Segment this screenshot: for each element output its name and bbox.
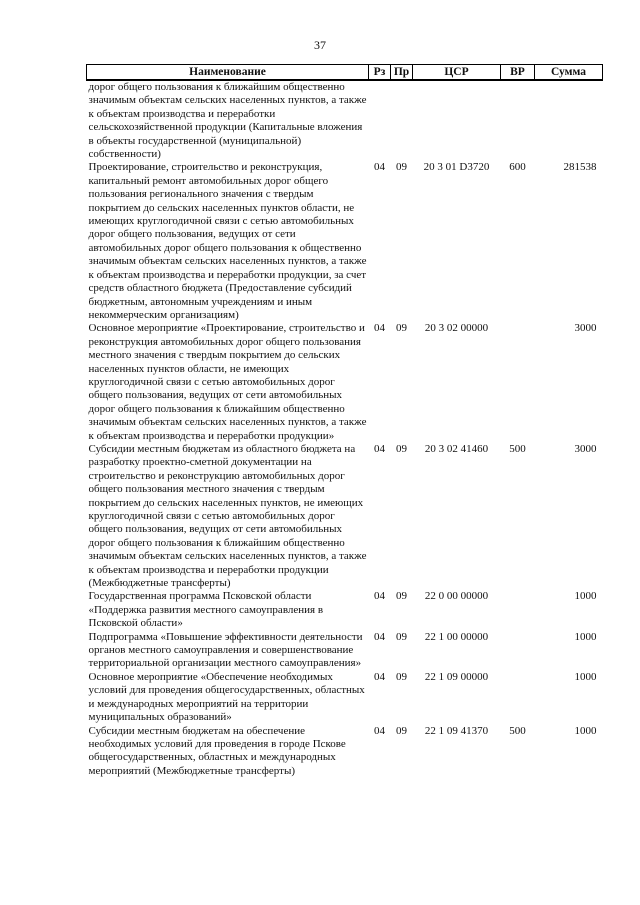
row-vr: 500 xyxy=(509,442,526,455)
row-name: Субсидии местным бюджетам на обеспечение необходимых условий для проведения в городе Пскове общегосударственных, областных и международных мероприятий (Межбюджетные трансферты) xyxy=(88,724,346,777)
row-name: Подпрограмма «Повышение эффективности деятельности органов местного самоуправления и совершенствование территориальной организации местного самоуправления» xyxy=(88,630,363,670)
row-pr: 09 xyxy=(396,630,407,643)
row-rz: 04 xyxy=(374,442,385,455)
row-name: Основное мероприятие «Обеспечение необходимых условий для проведения общегосударственных, областных и международных мероприятий на территории муниципальных образований» xyxy=(88,670,365,724)
row-sum: 3000 xyxy=(574,322,597,335)
row-vr xyxy=(501,631,535,671)
row-vr xyxy=(501,322,535,443)
row-rz: 04 xyxy=(374,322,385,335)
row-csr: 22 1 00 00000 xyxy=(424,630,489,643)
row-rz: 04 xyxy=(374,630,385,643)
header-rz: Рз xyxy=(369,65,391,81)
row-pr: 09 xyxy=(396,670,407,683)
header-vr: ВР xyxy=(501,65,535,81)
row-rz: 04 xyxy=(374,161,385,174)
row-sum: 1000 xyxy=(574,630,597,643)
row-pr: 09 xyxy=(396,442,407,455)
table-row xyxy=(87,725,603,779)
row-csr: 22 0 00 00000 xyxy=(424,590,489,603)
row-pr: 09 xyxy=(396,590,407,603)
table-header xyxy=(87,65,603,81)
row-csr: 22 1 09 41370 xyxy=(424,724,489,737)
row-csr xyxy=(413,80,501,161)
row-pr: 09 xyxy=(396,161,407,174)
row-name: дорог общего пользования к ближайшим общественно значимым объектам сельских населенных пунктов, а также к объектам производства и переработки сельскохозяйственной продукции (Капитальные вложения в объекты государственной (муниципальной) собственности) xyxy=(88,81,367,161)
row-name: Государственная программа Псковской области «Поддержка развития местного самоуправления в Псковской области» xyxy=(88,590,324,630)
page-number: 37 xyxy=(314,38,326,52)
table-row xyxy=(87,322,603,443)
row-vr xyxy=(501,671,535,725)
row-pr: 09 xyxy=(396,322,407,335)
row-pr: 09 xyxy=(396,724,407,737)
table-row xyxy=(87,443,603,590)
table-row xyxy=(87,161,603,322)
budget-table xyxy=(86,64,603,778)
row-rz: 04 xyxy=(374,724,385,737)
row-pr xyxy=(391,80,413,161)
row-sum: 281538 xyxy=(563,161,597,174)
table-row xyxy=(87,631,603,671)
row-vr: 600 xyxy=(509,161,526,174)
row-name: Основное мероприятие «Проектирование, строительство и реконструкция автомобильных дорог общего пользования местного значения с твердым покрытием до сельских населенных пунктов области, не имеющих круглогодичной связи с сетью автомобильных дорог общего пользования, ведущих от сети автомобильных дорог общего пользования к ближайшим общественно значимым объектам сельских населенных пунктов, а также к объектам производства и переработки продукции» xyxy=(88,322,367,442)
row-csr: 20 3 01 D3720 xyxy=(423,161,490,174)
row-sum: 1000 xyxy=(574,590,597,603)
row-sum: 3000 xyxy=(574,442,597,455)
row-csr: 20 3 02 41460 xyxy=(424,442,489,455)
row-vr xyxy=(501,80,535,161)
row-csr: 22 1 09 00000 xyxy=(424,670,489,683)
row-rz xyxy=(369,80,391,161)
header-sum: Сумма xyxy=(535,65,603,81)
row-vr: 500 xyxy=(509,724,526,737)
table-row xyxy=(87,590,603,630)
row-sum: 1000 xyxy=(574,670,597,683)
header-pr: Пр xyxy=(391,65,413,81)
row-name: Проектирование, строительство и реконструкция, капитальный ремонт автомобильных дорог общего пользования регионального значения с твердым покрытием до сельских населенных пунктов области, не имеющих круглогодичной связи с сетью автомобильных дорог общего пользования, ведущих от сети автомобильных дорог общего пользования к общественно значимым объектам сельских населенных пунктов, а также к объектам производства и переработки продукции, за счет средств областного бюджета (Предоставление субсидий бюджетным, автономным учреждениям и иным некоммерческим организациям) xyxy=(88,161,367,321)
row-rz: 04 xyxy=(374,590,385,603)
row-vr xyxy=(501,590,535,630)
row-sum xyxy=(535,80,603,161)
header-name: Наименование xyxy=(87,65,369,81)
row-csr: 20 3 02 00000 xyxy=(424,322,489,335)
header-csr: ЦСР xyxy=(413,65,501,81)
row-name: Субсидии местным бюджетам из областного бюджета на разработку проектно-сметной документации на строительство и реконструкцию автомобильных дорог общего пользования местного значения с твердым покрытием до сельских населенных пунктов, не имеющих круглогодичной связи с сетью автомобильных дорог общего пользования, ведущих от сети автомобильных дорог общего пользования к ближайшим общественно значимым объектам сельских населенных пунктов, а также к объектам производства и переработки продукции (Межбюджетные трансферты) xyxy=(88,442,367,590)
table-row xyxy=(87,80,603,161)
row-sum: 1000 xyxy=(574,724,597,737)
table-row xyxy=(87,671,603,725)
row-rz: 04 xyxy=(374,670,385,683)
